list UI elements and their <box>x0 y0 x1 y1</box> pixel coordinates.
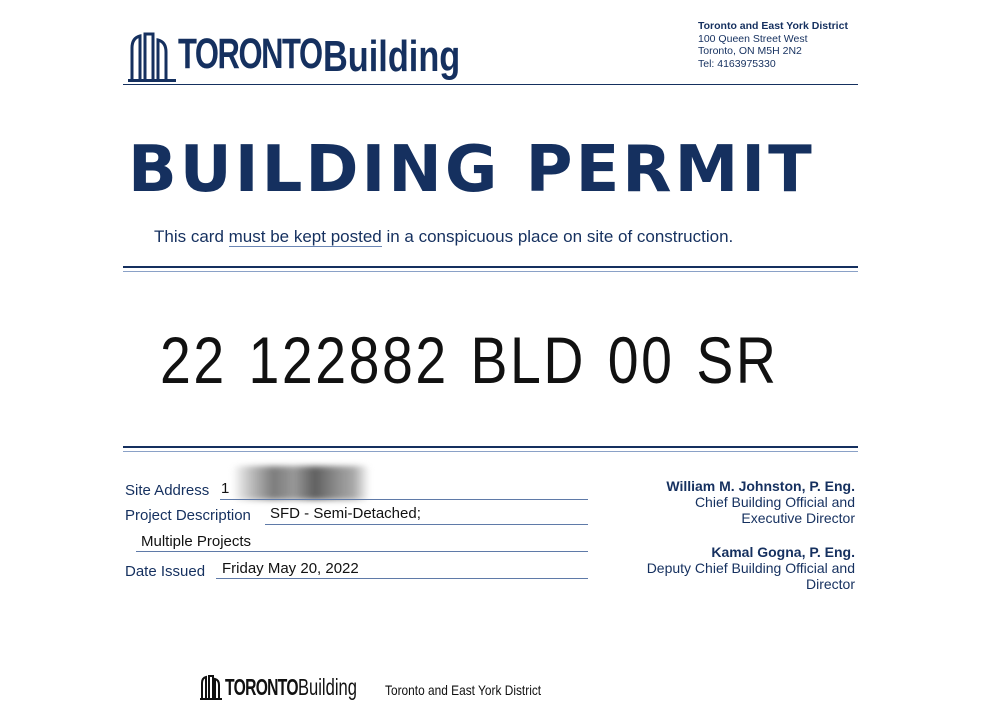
toronto-building-logo <box>128 22 508 88</box>
redacted-address <box>232 466 370 500</box>
signatory-chief <box>666 478 855 526</box>
site-address-value: 1 <box>221 480 230 497</box>
notice-underlined: must be kept posted <box>228 227 382 246</box>
footer-brand-word: Building <box>298 674 357 700</box>
signatory-title: Deputy Chief Building Official and <box>646 560 855 576</box>
project-description-value-2: Multiple Projects <box>141 533 252 550</box>
city-hall-icon <box>200 674 222 700</box>
posting-notice <box>154 227 733 247</box>
address-line2: Toronto, ON M5H 2N2 <box>698 45 802 57</box>
permit-number <box>160 322 800 398</box>
city-hall-icon <box>128 30 176 82</box>
project-description-line <box>265 524 588 525</box>
header-rule <box>123 84 858 85</box>
page-title: BUILDING PERMIT <box>128 133 815 207</box>
signatory-name: Kamal Gogna, P. Eng. <box>711 544 855 560</box>
date-issued-value: Friday May 20, 2022 <box>222 560 359 577</box>
signatory-title: Executive Director <box>741 510 855 526</box>
address-line1: 100 Queen Street West <box>698 32 808 45</box>
phone: Tel: 4163975330 <box>698 57 776 70</box>
footer-district: Toronto and East York District <box>385 682 542 698</box>
date-issued-line <box>216 578 588 579</box>
signatory-name: William M. Johnston, P. Eng. <box>666 478 855 494</box>
district-address <box>698 20 848 70</box>
brand-word: Building <box>323 32 461 81</box>
notice-after: in a conspicuous place on site of construction. <box>381 227 734 246</box>
permit-year: 22 <box>160 323 227 397</box>
site-address-line <box>220 499 588 500</box>
double-rule-top <box>123 266 858 272</box>
project-description-label: Project Description <box>125 507 251 524</box>
notice-before: This card <box>154 227 229 246</box>
footer-brand-city: TORONTO <box>225 674 298 700</box>
permit-sequence: 122882 <box>248 323 449 397</box>
brand-city: TORONTO <box>178 30 322 78</box>
footer-logo <box>200 672 600 702</box>
site-address-label: Site Address <box>125 482 210 499</box>
permit-revision: 00 <box>607 323 675 397</box>
district-name: Toronto and East York District <box>698 20 848 32</box>
project-description-value: SFD - Semi-Detached; <box>270 505 421 522</box>
project-description-line-2 <box>136 551 588 552</box>
signatory-title: Chief Building Official and <box>694 494 855 510</box>
permit-type: BLD <box>470 323 586 397</box>
date-issued-label: Date Issued <box>125 563 206 580</box>
signatory-title: Director <box>805 576 855 592</box>
double-rule-bottom <box>123 446 858 452</box>
permit-work-type: SR <box>696 323 779 397</box>
signatory-deputy <box>647 544 855 592</box>
